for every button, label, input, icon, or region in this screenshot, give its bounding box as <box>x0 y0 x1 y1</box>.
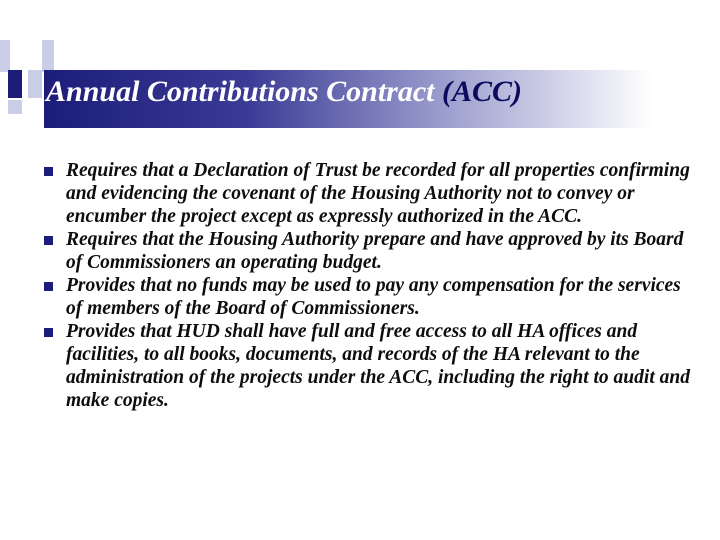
slide-title <box>46 72 522 112</box>
bullet-item <box>40 274 700 320</box>
bullet-text: Provides that HUD shall have full and free access to all HA offices and facilities, to all books, documents, and records of the HA relevant to the administration of the projects under the ACC, including the right to audit and make copies. <box>66 321 690 411</box>
bullet-text: Provides that no funds may be used to pay any compensation for the services of members of the Board of Commissioners. <box>66 275 681 319</box>
bullet-item <box>40 320 700 412</box>
bullet-text: Requires that the Housing Authority prepare and have approved by its Board of Commissioners an operating budget. <box>66 229 684 273</box>
decorative-square <box>28 70 42 98</box>
decorative-square <box>0 40 10 72</box>
bullet-item <box>40 159 700 228</box>
decorative-square <box>8 70 22 98</box>
square-bullet-icon <box>44 167 53 176</box>
decorative-square <box>8 100 22 114</box>
bullet-text: Requires that a Declaration of Trust be recorded for all properties confirming and evidencing the covenant of the Housing Authority not to convey or encumber the project except as expressly authorized in the ACC. <box>66 160 690 227</box>
decorative-square <box>42 40 54 72</box>
square-bullet-icon <box>44 282 53 291</box>
bullet-list <box>40 159 700 412</box>
bullet-item <box>40 228 700 274</box>
title-main-text: Annual Contributions Contract <box>46 75 443 108</box>
square-bullet-icon <box>44 236 53 245</box>
square-bullet-icon <box>44 328 53 337</box>
title-acronym: (ACC) <box>442 75 523 108</box>
